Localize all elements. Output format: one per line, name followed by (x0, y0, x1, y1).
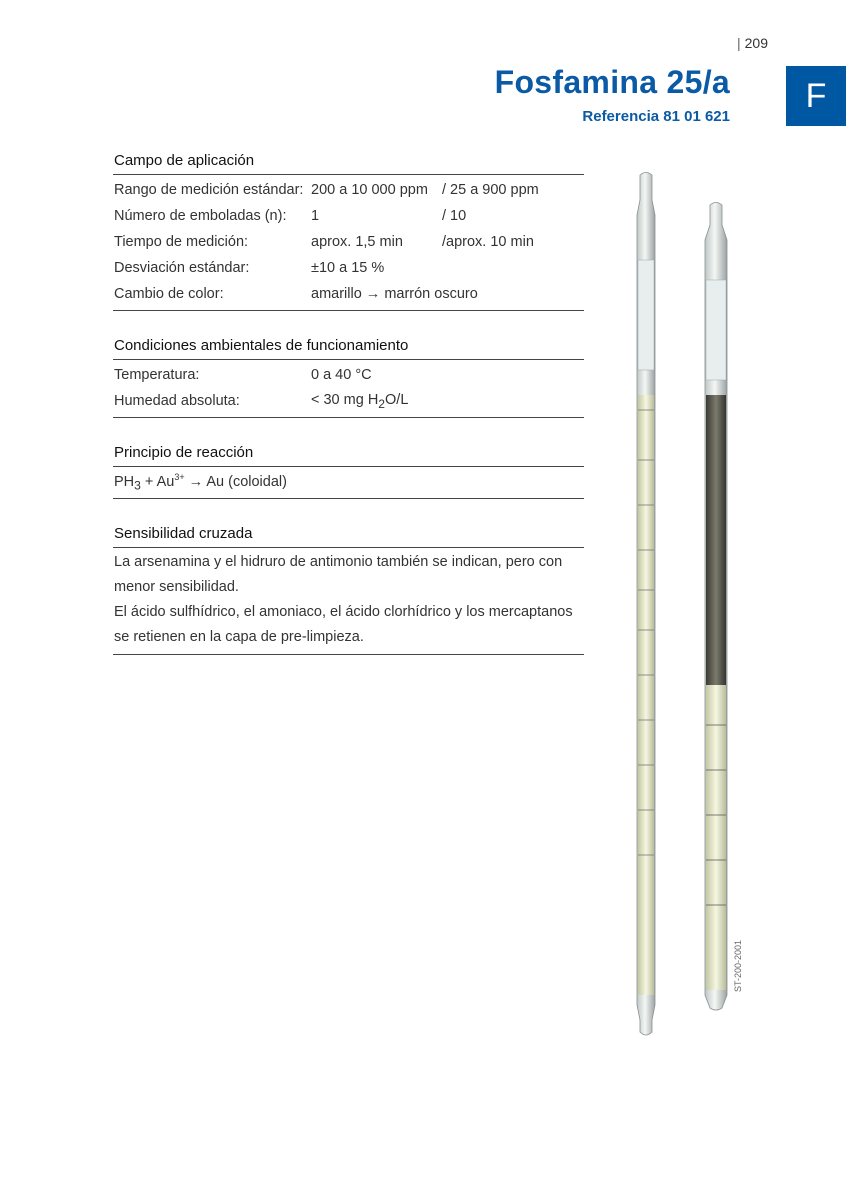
reaction-section (113, 440, 584, 499)
row-label: Temperatura: (114, 367, 200, 383)
row-label: Rango de medición estándar: (114, 182, 304, 198)
row-value-alt: / 25 a 900 ppm (442, 182, 539, 198)
row-value: < 30 mg $H_2O/L$ (311, 391, 409, 411)
content (113, 148, 584, 677)
row-value: 0 a 40 °C (311, 367, 372, 383)
conditions-section (113, 333, 584, 418)
reaction-formula: $PH_3 + Au^{3+} \to Au$ (coloidal) (113, 467, 584, 499)
tube-unused (637, 173, 655, 1036)
section-tab: F (786, 66, 846, 126)
detector-tubes-image (600, 170, 750, 1040)
figure-code: ST-200-2001 (733, 939, 743, 992)
row-label: Número de emboladas (n): (114, 208, 287, 224)
row-label: Cambio de color: (114, 286, 224, 302)
cross-sensitivity-section (113, 521, 584, 655)
application-table (113, 175, 584, 311)
table-row (113, 255, 584, 281)
table-row (113, 281, 584, 307)
paragraph: La arsenamina y el hidruro de antimonio también se indican, pero con menor sensibilidad. (114, 554, 563, 595)
row-value: 200 a 10 000 ppm (311, 182, 428, 198)
row-label: Tiempo de medición: (114, 234, 249, 250)
row-value: amarillo → marrón oscuro (311, 286, 478, 302)
row-value: aprox. 1,5 min (311, 234, 403, 250)
row-value: ±10 a 15 % (311, 260, 385, 276)
section-title: Principio de reacción (113, 440, 584, 467)
page-number: | 209 (737, 35, 768, 51)
cross-sensitivity-text (113, 548, 584, 655)
table-row (113, 388, 584, 414)
section-title: Sensibilidad cruzada (113, 521, 584, 548)
row-value-alt: / 10 (442, 208, 467, 224)
page-title: Fosfamina 25/a (494, 64, 730, 100)
table-row (113, 362, 584, 388)
row-label: Desviación estándar: (114, 260, 250, 276)
conditions-table (113, 360, 584, 418)
row-value-alt: /aprox. 10 min (442, 234, 534, 250)
table-row (113, 177, 584, 203)
application-section (113, 148, 584, 311)
paragraph: El ácido sulfhídrico, el amoniaco, el ácido clorhídrico y los mercaptanos se retienen en la capa de pre-limpieza. (114, 604, 573, 645)
section-title: Campo de aplicación (113, 148, 584, 175)
table-row (113, 203, 584, 229)
tube-used (705, 203, 727, 1011)
reference-number: Referencia 81 01 621 (582, 108, 730, 125)
row-label: Humedad absoluta: (114, 393, 240, 409)
row-value: 1 (311, 208, 320, 224)
section-title: Condiciones ambientales de funcionamiento (113, 333, 584, 360)
table-row (113, 229, 584, 255)
